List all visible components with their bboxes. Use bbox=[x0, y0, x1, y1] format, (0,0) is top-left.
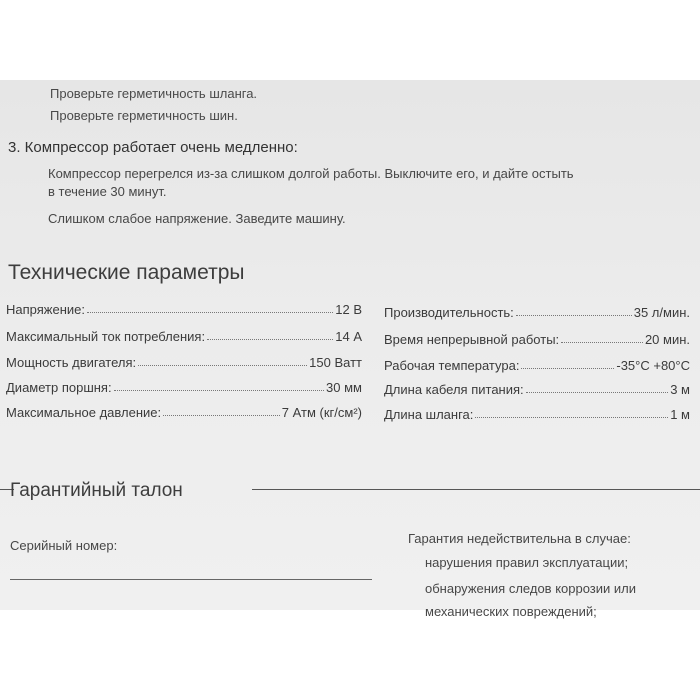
spec-row-power-cable bbox=[384, 382, 690, 397]
troubleshoot-cause-overheat: Компрессор перегрелся из-за слишком долгой работы. Выключите его, и дайте остыть bbox=[48, 166, 574, 181]
spec-value: 30 мм bbox=[326, 380, 362, 395]
spec-value: 3 м bbox=[670, 382, 690, 397]
spec-label: Диаметр поршня: bbox=[6, 380, 112, 395]
spec-label: Напряжение: bbox=[6, 302, 85, 317]
troubleshoot-cause-overheat-cont: в течение 30 минут. bbox=[48, 184, 167, 199]
leader-dots bbox=[138, 355, 307, 366]
warranty-void-item: обнаружения следов коррозии или bbox=[425, 581, 637, 596]
spec-value: 1 м bbox=[670, 407, 690, 422]
troubleshoot-check-hose: Проверьте герметичность шланга. bbox=[50, 86, 258, 101]
spec-label: Длина шланга: bbox=[384, 407, 474, 422]
leader-dots bbox=[516, 305, 632, 316]
troubleshoot-cause-voltage: Слишком слабое напряжение. Заведите машину. bbox=[48, 211, 346, 226]
specs-heading: Технические параметры bbox=[8, 261, 245, 284]
spec-label: Время непрерывной работы: bbox=[384, 332, 560, 347]
spec-value: 12 В bbox=[335, 302, 362, 317]
leader-dots bbox=[561, 332, 643, 343]
leader-dots bbox=[475, 407, 668, 418]
spec-value: -35°С +80°С bbox=[616, 358, 690, 373]
leader-dots bbox=[207, 329, 333, 340]
spec-row-motor-power bbox=[6, 355, 362, 370]
spec-value: 20 мин. bbox=[644, 332, 690, 347]
spec-value: 7 Атм (кг/см²) bbox=[281, 405, 362, 420]
spec-row-voltage bbox=[6, 302, 362, 317]
spec-label: Мощность двигателя: bbox=[6, 355, 137, 370]
spec-label: Производительность: bbox=[384, 305, 514, 320]
spec-label: Рабочая температура: bbox=[384, 358, 520, 373]
manual-page bbox=[0, 80, 700, 619]
spec-value: 150 Ватт bbox=[309, 355, 362, 370]
spec-label: Максимальное давление: bbox=[6, 405, 162, 420]
warranty-heading: Гарантийный талон bbox=[10, 480, 183, 501]
leader-dots bbox=[163, 405, 280, 416]
spec-row-max-current bbox=[6, 329, 362, 344]
leader-dots bbox=[526, 382, 669, 393]
serial-number-label: Серийный номер: bbox=[10, 538, 118, 553]
spec-row-continuous-time bbox=[384, 332, 690, 347]
spec-row-piston-diameter bbox=[6, 380, 362, 395]
warranty-void-item: нарушения правил эксплуатации; bbox=[425, 555, 629, 570]
troubleshoot-check-tires: Проверьте герметичность шин. bbox=[50, 108, 238, 123]
spec-row-hose-length bbox=[384, 407, 690, 422]
warranty-void-item: механических повреждений; bbox=[425, 604, 597, 619]
troubleshoot-issue-title: 3. Компрессор работает очень медленно: bbox=[8, 139, 298, 156]
spec-row-operating-temp bbox=[384, 358, 690, 373]
warranty-rule-right bbox=[252, 489, 700, 490]
warranty-void-heading: Гарантия недействительна в случае: bbox=[408, 531, 631, 546]
spec-value: 14 А bbox=[335, 329, 362, 344]
serial-number-fill-line bbox=[10, 579, 372, 580]
spec-value: 35 л/мин. bbox=[633, 305, 690, 320]
leader-dots bbox=[521, 358, 614, 369]
leader-dots bbox=[87, 302, 333, 313]
spec-label: Максимальный ток потребления: bbox=[6, 329, 206, 344]
spec-row-max-pressure bbox=[6, 405, 362, 420]
spec-row-capacity bbox=[384, 305, 690, 320]
spec-label: Длина кабеля питания: bbox=[384, 382, 524, 397]
leader-dots bbox=[114, 380, 324, 391]
